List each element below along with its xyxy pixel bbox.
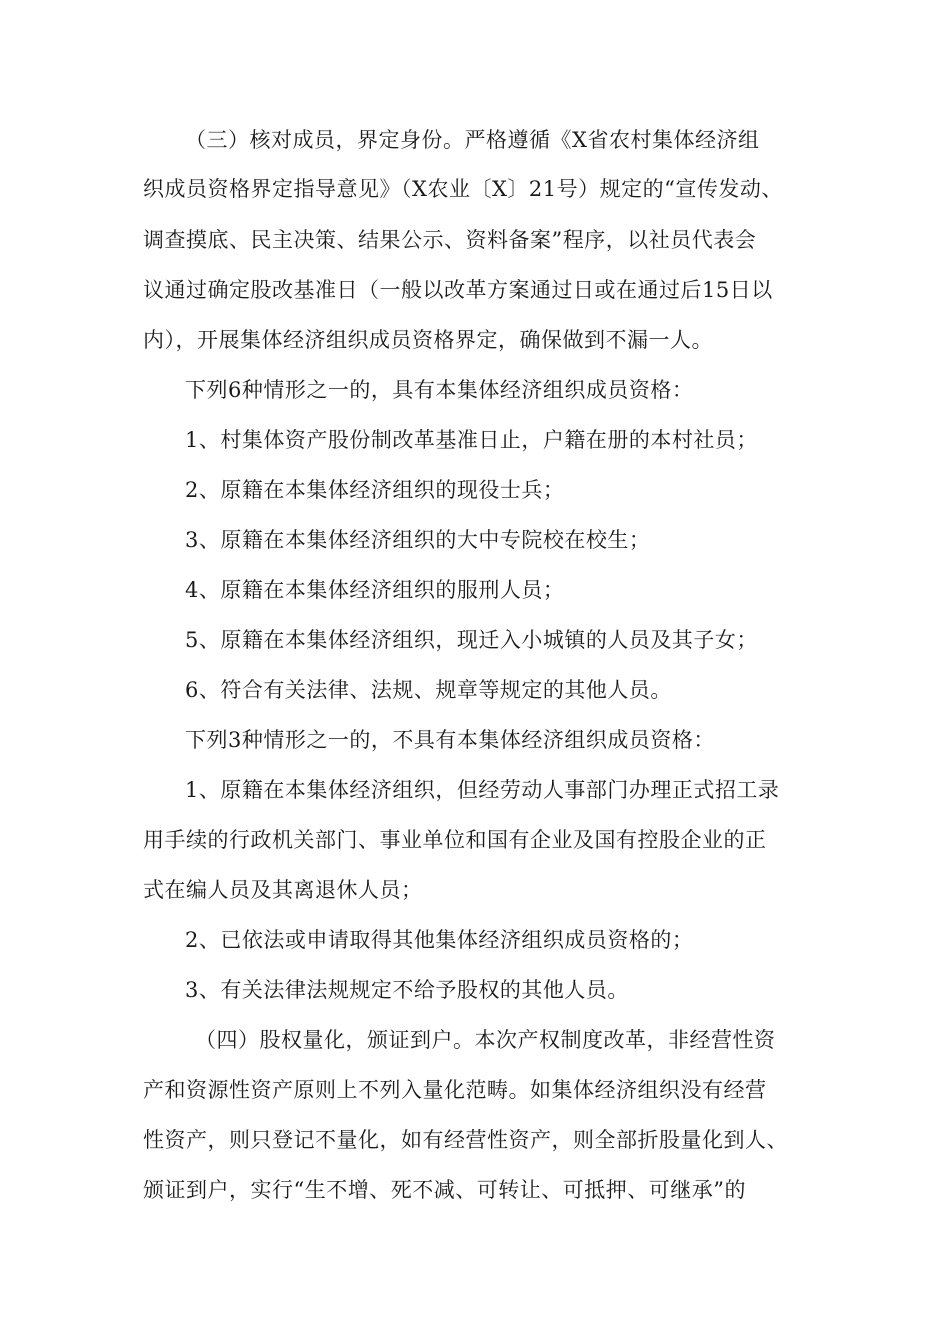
- paragraph-line-2: 织成员资格界定指导意见》（X农业〔X〕21号）规定的“宣传发动、: [143, 177, 783, 201]
- list-item-ineligible-1-cont-2: 式在编人员及其离退休人员；: [143, 878, 423, 902]
- paragraph-line-5: 内），开展集体经济组织成员资格界定，确保做到不漏一人。: [143, 328, 713, 352]
- paragraph-line-4: 议通过确定股改基准日（一般以改革方案通过日或在通过后15日以: [143, 278, 773, 302]
- paragraph-line-3: 调查摸底、民主决策、结果公示、资料备案”程序，以社员代表会: [143, 228, 757, 252]
- paragraph-line-1: （三）核对成员，界定身份。严格遵循《X省农村集体经济组: [185, 128, 760, 152]
- list-item-ineligible-3: 3、有关法律法规规定不给予股权的其他人员。: [185, 978, 629, 1002]
- list-item-eligible-4: 4、原籍在本集体经济组织的服刑人员；: [185, 578, 565, 602]
- list-item-eligible-6: 6、符合有关法律、法规、规章等规定的其他人员。: [185, 678, 672, 702]
- list-item-ineligible-1-cont: 用手续的行政机关部门、事业单位和国有企业及国有控股企业的正: [143, 828, 767, 852]
- list-item-eligible-5: 5、原籍在本集体经济组织，现迁入小城镇的人员及其子女；: [185, 628, 758, 652]
- list-item-ineligible-1: 1、原籍在本集体经济组织，但经劳动人事部门办理正式招工录: [185, 778, 780, 802]
- list-item-eligible-1: 1、村集体资产股份制改革基准日止，户籍在册的本村社员；: [185, 428, 758, 452]
- list-intro-eligible: 下列6种情形之一的，具有本集体经济组织成员资格：: [185, 378, 694, 402]
- section-four-line-3: 性资产，则只登记不量化，如有经营性资产，则全部折股量化到人、: [143, 1128, 788, 1152]
- section-four-line-4: 颁证到户，实行“生不增、死不减、可转让、可抵押、可继承”的: [143, 1178, 746, 1202]
- list-intro-ineligible: 下列3种情形之一的，不具有本集体经济组织成员资格：: [185, 728, 715, 752]
- list-item-eligible-2: 2、原籍在本集体经济组织的现役士兵；: [185, 478, 565, 502]
- list-item-ineligible-2: 2、已依法或申请取得其他集体经济组织成员资格的；: [185, 928, 694, 952]
- section-four-line-1: （四）股权量化，颁证到户。本次产权制度改革，非经营性资: [195, 1028, 776, 1052]
- section-four-line-2: 产和资源性资产原则上不列入量化范畴。如集体经济组织没有经营: [143, 1078, 767, 1102]
- list-item-eligible-3: 3、原籍在本集体经济组织的大中专院校在校生；: [185, 528, 651, 552]
